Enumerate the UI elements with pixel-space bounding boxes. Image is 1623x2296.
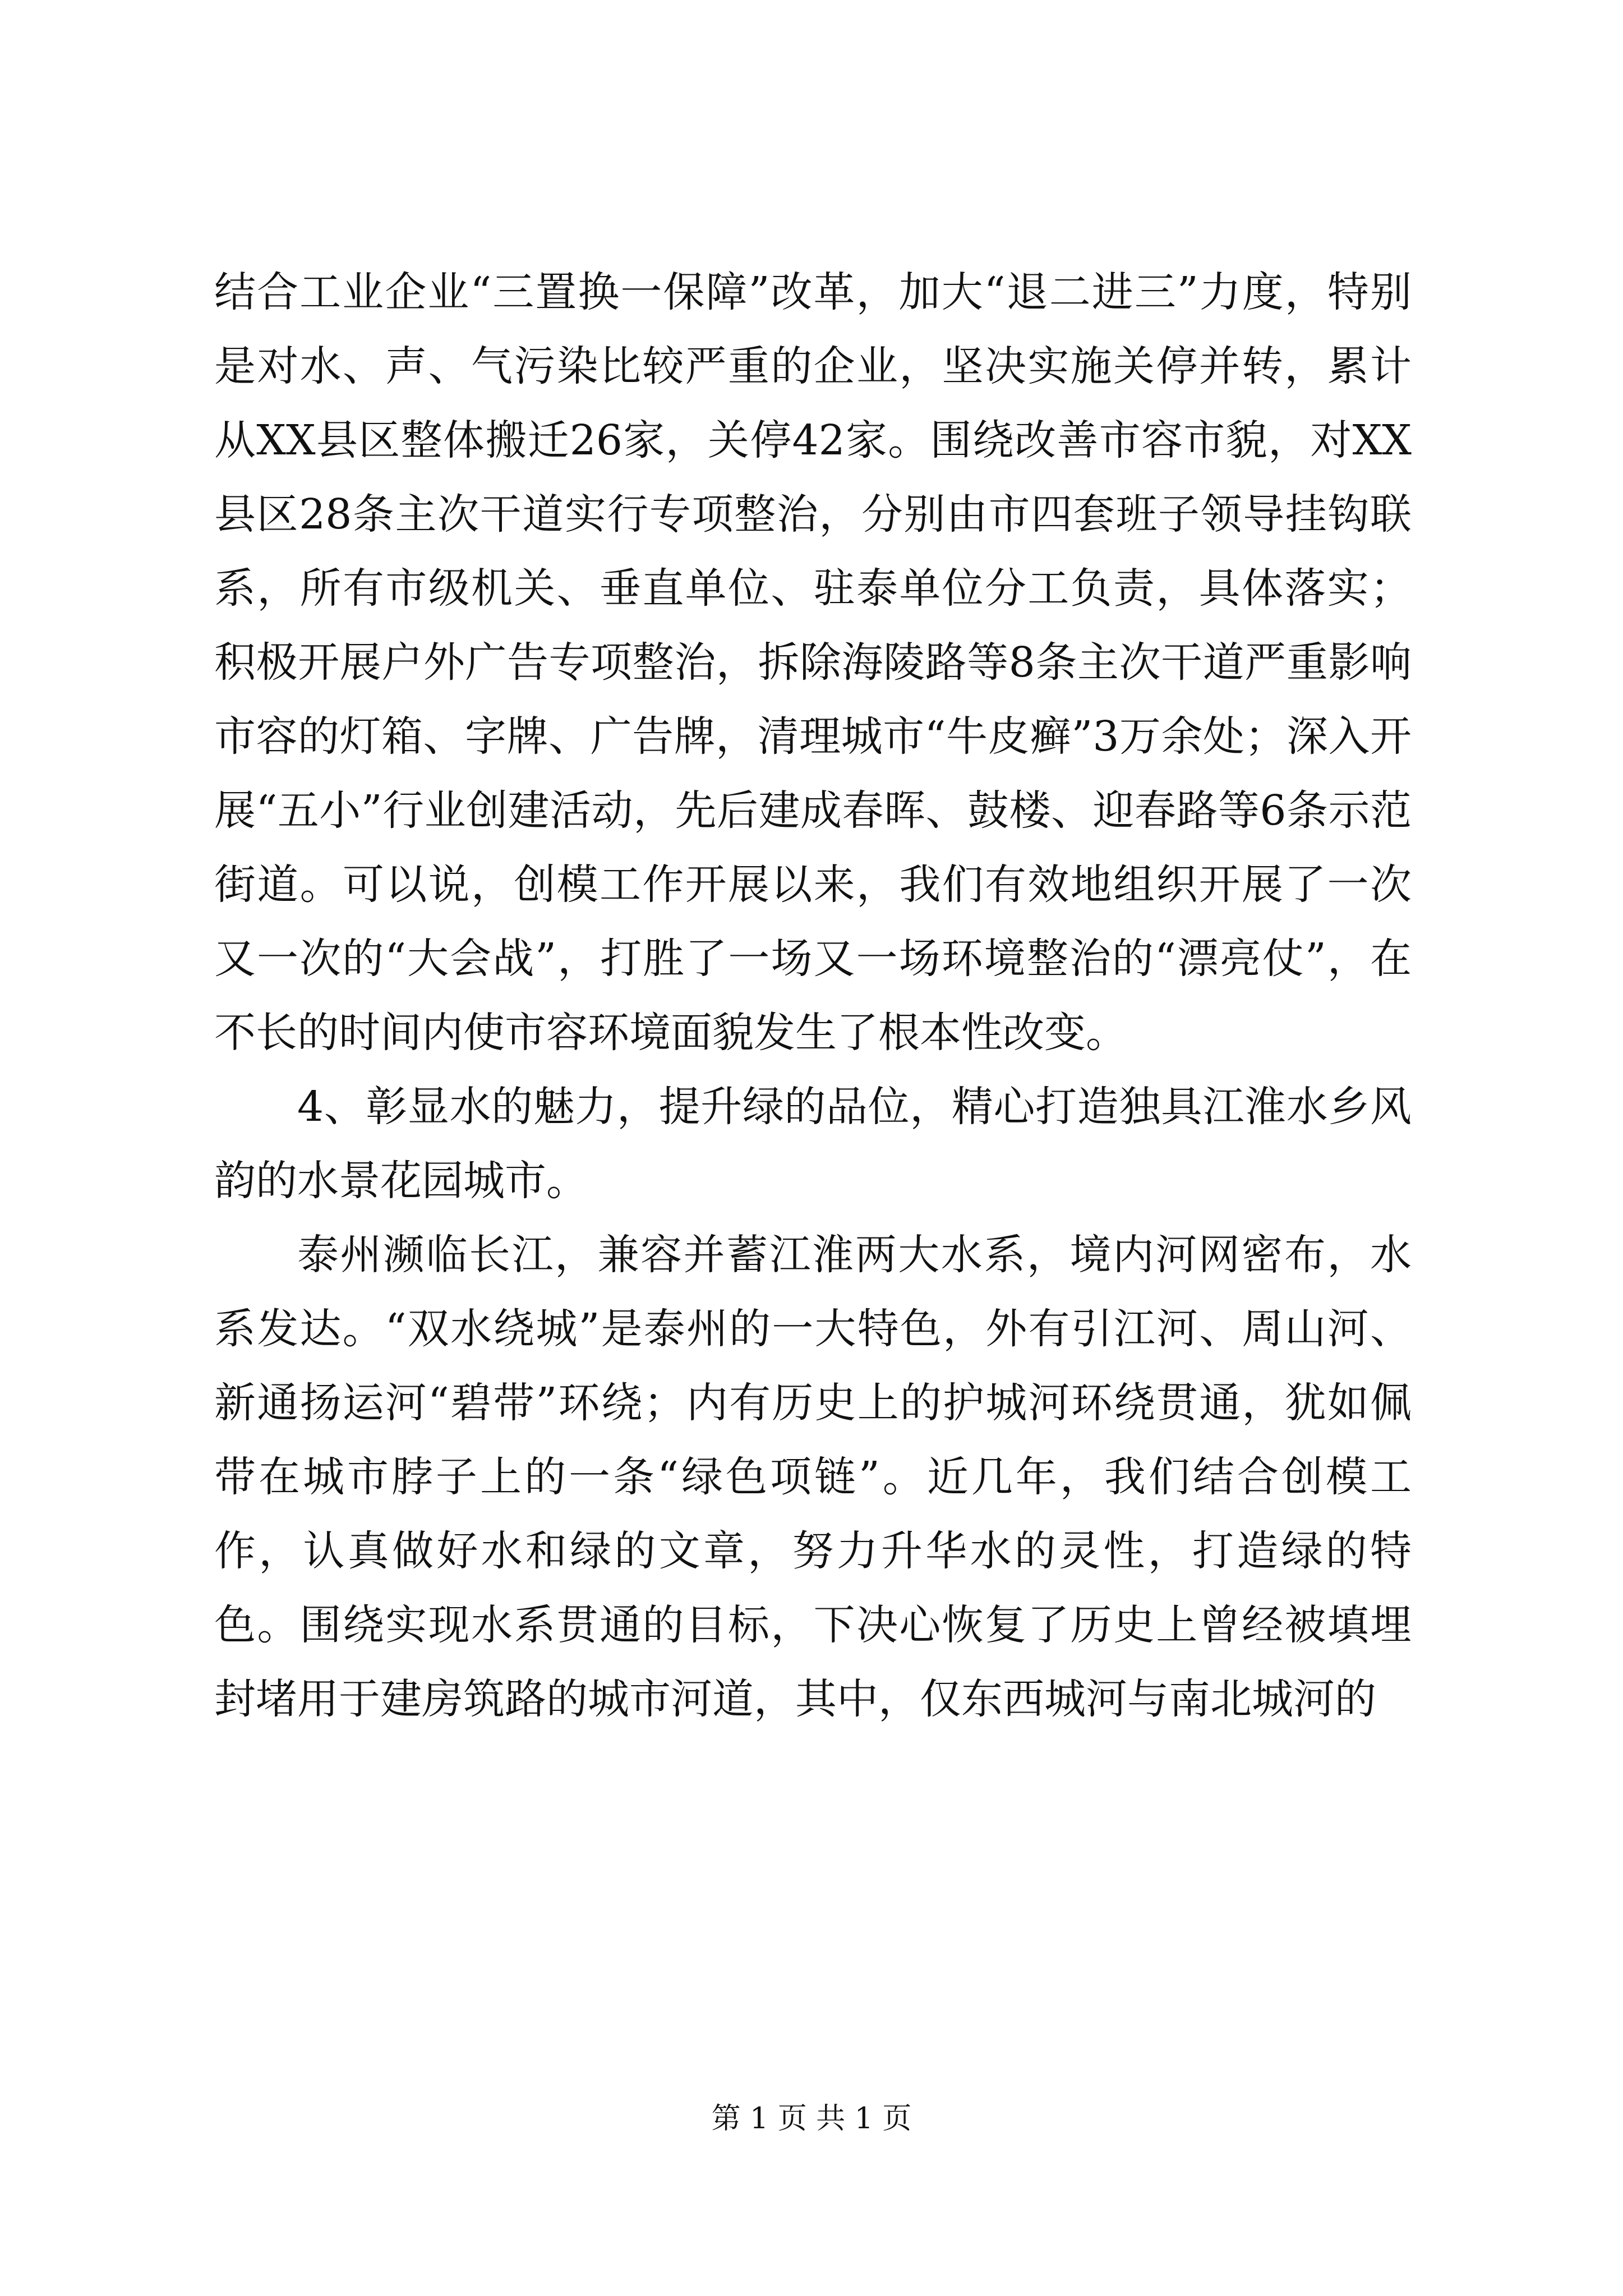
paragraph-taizhou-water: 泰州濒临长江，兼容并蓄江淮两大水系，境内河网密布，水系发达。“双水绕城”是泰州的一大特色，外有引江河、周山河、新通扬运河“碧带”环绕；内有历史上的护城河环绕贯通，犹如佩带在城市脖子上的一条“绿色项链”。近几年，我们结合创模工作，认真做好水和绿的文章，努力升华水的灵性，打造绿的特色。围绕实现水系贯通的目标，下决心恢复了历史上曾经被填埋封堵用于建房筑路的城市河道，其中，仅东西城河与南北城河的: [214, 1231, 1412, 1723]
page-footer: 第 1 页 共 1 页: [711, 2102, 912, 2136]
section-heading-4: 4、彰显水的魅力，提升绿的品位，精心打造独具江淮水乡风韵的水景花园城市。: [214, 1083, 1412, 1205]
document-body: [214, 255, 1412, 1736]
paragraph-continuation: 结合工业企业“三置换一保障”改革，加大“退二进三”力度，特别是对水、声、气污染比较严重的企业，坚决实施关停并转，累计从XX县区整体搬迁26家，关停42家。围绕改善市容市貌，对XX县区28条主次干道实行专项整治，分别由市四套班子领导挂钩联系，所有市级机关、垂直单位、驻泰单位分工负责，具体落实；积极开展户外广告专项整治，拆除海陵路等8条主次干道严重影响市容的灯箱、字牌、广告牌，清理城市“牛皮癣”3万余处；深入开展“五小”行业创建活动，先后建成春晖、鼓楼、迎春路等6条示范街道。可以说，创模工作开展以来，我们有效地组织开展了一次又一次的“大会战”，打胜了一场又一场环境整治的“漂亮仗”，在不长的时间内使市容环境面貌发生了根本性改变。: [214, 268, 1412, 1057]
